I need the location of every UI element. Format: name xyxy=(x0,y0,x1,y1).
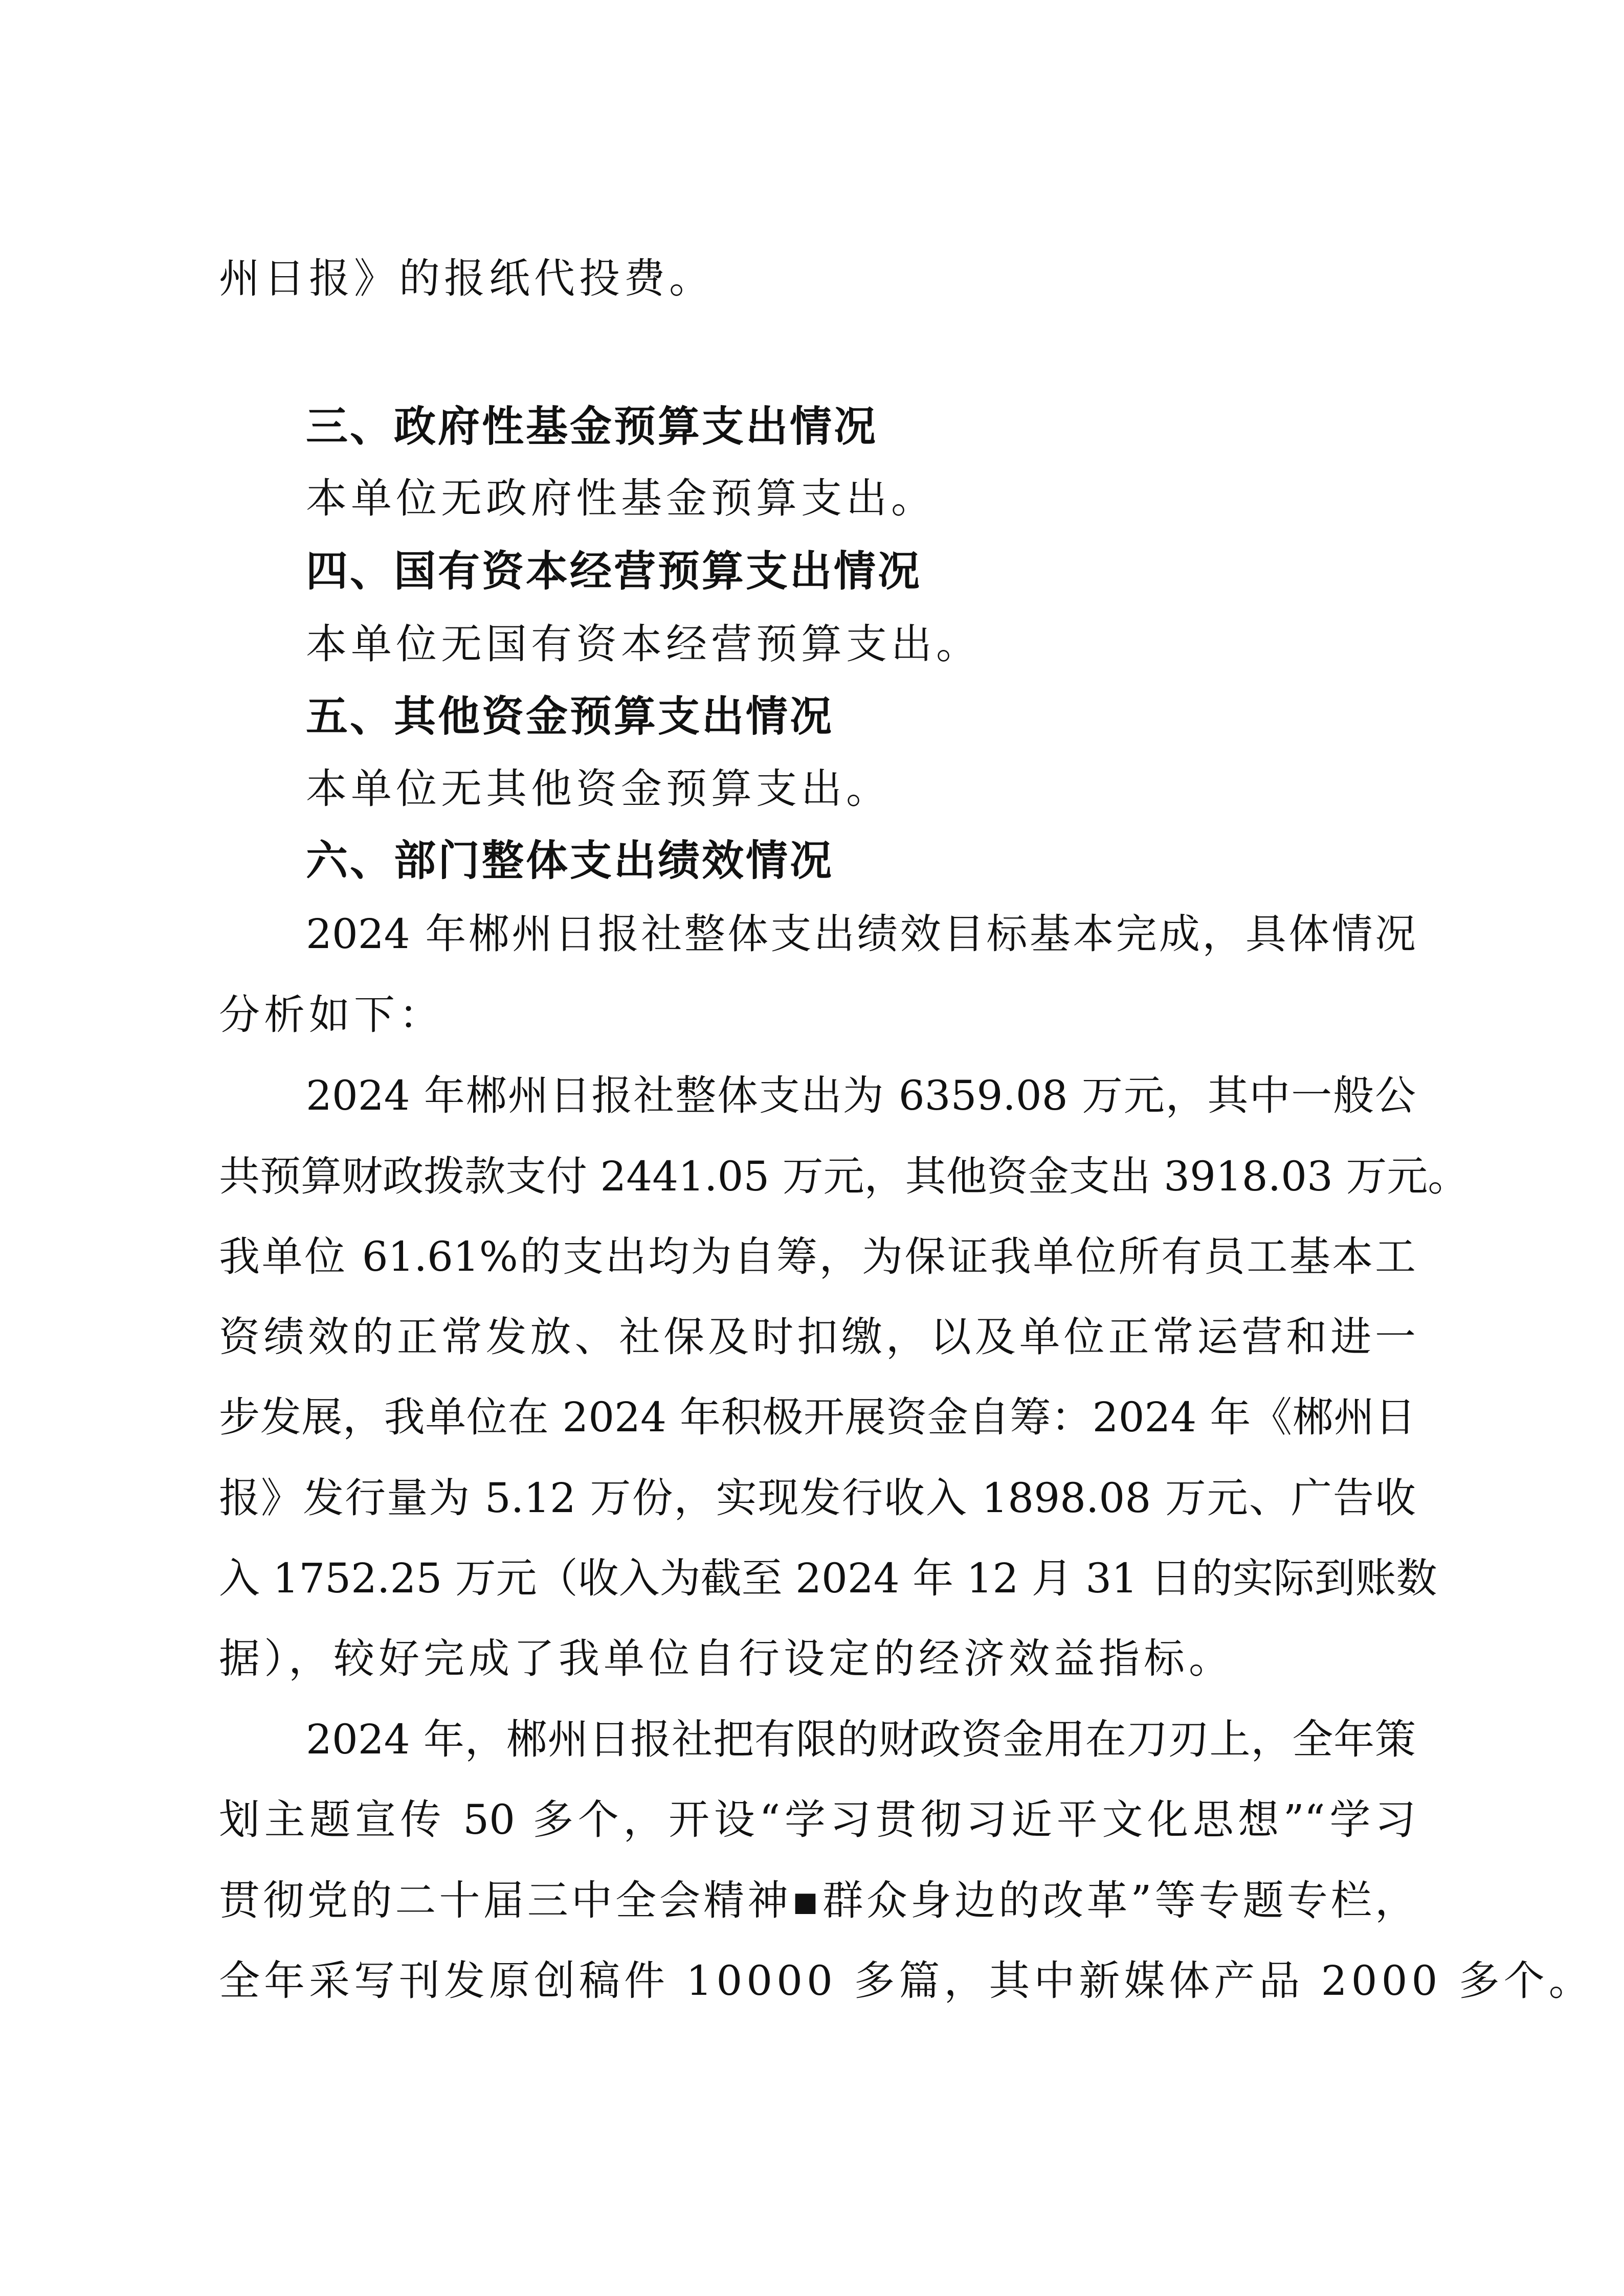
paragraph-line: 全年采写刊发原创稿件 10000 多篇，其中新媒体产品 2000 多个。 xyxy=(219,1957,1594,2005)
paragraph-line: 共预算财政拨款支付 2441.05 万元，其他资金支出 3918.03 万元。 xyxy=(219,1153,1469,1200)
paragraph-line: 2024 年郴州日报社整体支出为 6359.08 万元，其中一般公 xyxy=(306,1072,1416,1119)
section-heading-6: 六、部门整体支出绩效情况 xyxy=(306,837,834,885)
paragraph-line: 入 1752.25 万元（收入为截至 2024 年 12 月 31 日的实际到账数 xyxy=(219,1555,1437,1602)
paragraph-line: 我单位 61.61%的支出均为自筹，为保证我单位所有员工基本工 xyxy=(219,1233,1416,1280)
section-heading-5: 五、其他资金预算支出情况 xyxy=(306,692,834,741)
section-body-5: 本单位无其他资金预算支出。 xyxy=(306,765,891,813)
section-body-4: 本单位无国有资本经营预算支出。 xyxy=(306,620,981,668)
paragraph-line: 2024 年，郴州日报社把有限的财政资金用在刀刃上，全年策 xyxy=(306,1716,1416,1763)
paragraph-line: 资绩效的正常发放、社保及时扣缴，以及单位正常运营和进一 xyxy=(219,1313,1416,1361)
paragraph-line: 划主题宣传 50 多个，开设“学习贯彻习近平文化思想”“学习 xyxy=(219,1796,1416,1843)
section-body-3: 本单位无政府性基金预算支出。 xyxy=(306,475,936,522)
paragraph-line: 分析如下： xyxy=(219,991,444,1039)
continuation-line: 州日报》的报纸代投费。 xyxy=(219,255,714,302)
section-heading-3: 三、政府性基金预算支出情况 xyxy=(306,402,878,451)
paragraph-line: 据），较好完成了我单位自行设定的经济效益指标。 xyxy=(219,1635,1234,1682)
paragraph-line: 步发展，我单位在 2024 年积极开展资金自筹：2024 年《郴州日 xyxy=(219,1393,1416,1441)
paragraph-line: 2024 年郴州日报社整体支出绩效目标基本完成，具体情况 xyxy=(306,910,1416,958)
section-heading-4: 四、国有资本经营预算支出情况 xyxy=(306,547,922,596)
paragraph-line: 贯彻党的二十届三中全会精神▪群众身边的改革”等专题专栏， xyxy=(219,1877,1416,1924)
paragraph-line: 报》发行量为 5.12 万份，实现发行收入 1898.08 万元、广告收 xyxy=(219,1474,1416,1522)
